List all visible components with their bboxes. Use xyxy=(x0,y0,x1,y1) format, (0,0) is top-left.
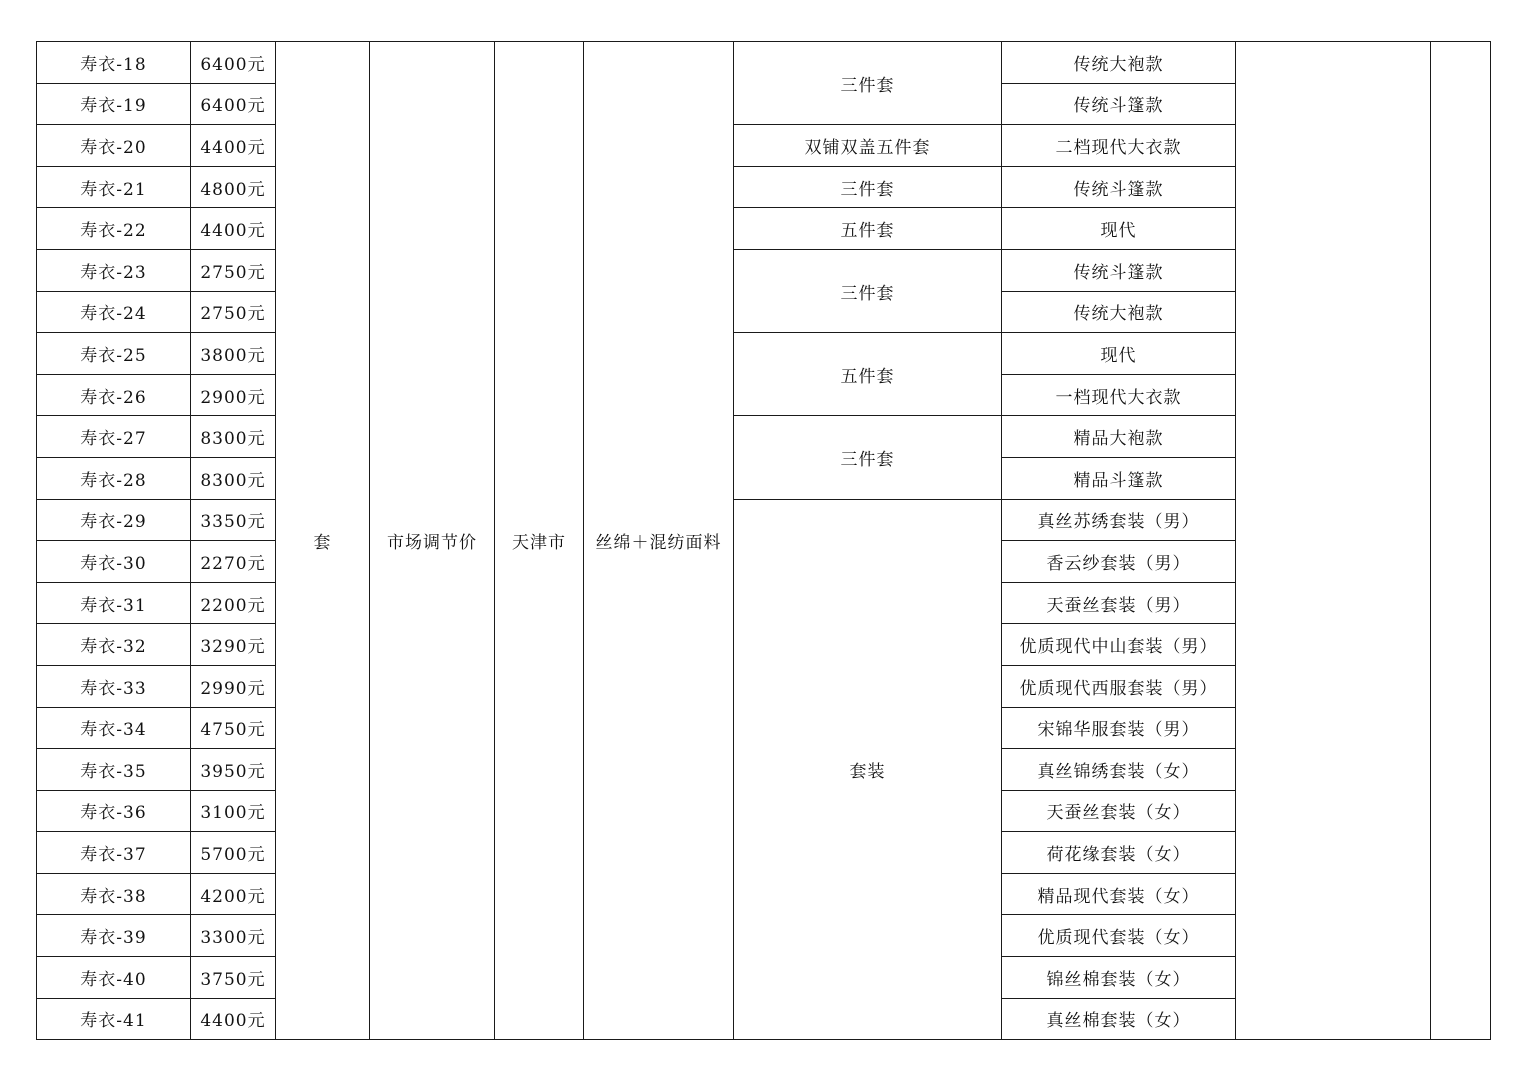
item-style: 香云纱套装（男） xyxy=(1002,541,1236,583)
item-style: 现代 xyxy=(1002,333,1236,375)
item-style: 传统大袍款 xyxy=(1002,291,1236,333)
item-style: 精品斗篷款 xyxy=(1002,457,1236,499)
item-style: 真丝棉套装（女） xyxy=(1002,998,1236,1040)
item-name: 寿衣-32 xyxy=(37,624,191,666)
item-style: 精品现代套装（女） xyxy=(1002,873,1236,915)
item-price: 8300元 xyxy=(191,416,276,458)
price-table xyxy=(36,41,1491,1040)
item-style: 真丝苏绣套装（男） xyxy=(1002,499,1236,541)
item-price: 3800元 xyxy=(191,333,276,375)
item-style: 优质现代中山套装（男） xyxy=(1002,624,1236,666)
item-name: 寿衣-27 xyxy=(37,416,191,458)
item-name: 寿衣-21 xyxy=(37,166,191,208)
item-price: 6400元 xyxy=(191,42,276,84)
item-price: 2990元 xyxy=(191,665,276,707)
item-style: 精品大袍款 xyxy=(1002,416,1236,458)
item-style: 宋锦华服套装（男） xyxy=(1002,707,1236,749)
material-cell: 丝绵＋混纺面料 xyxy=(584,42,734,1040)
item-price: 3950元 xyxy=(191,749,276,791)
item-price: 4400元 xyxy=(191,125,276,167)
item-price: 4400元 xyxy=(191,208,276,250)
item-price: 4400元 xyxy=(191,998,276,1040)
item-name: 寿衣-33 xyxy=(37,665,191,707)
item-price: 4200元 xyxy=(191,873,276,915)
item-name: 寿衣-20 xyxy=(37,125,191,167)
set-type-cell: 三件套 xyxy=(734,249,1002,332)
set-type-cell: 三件套 xyxy=(734,166,1002,208)
item-price: 2270元 xyxy=(191,541,276,583)
item-name: 寿衣-23 xyxy=(37,249,191,291)
item-name: 寿衣-18 xyxy=(37,42,191,84)
item-price: 2900元 xyxy=(191,374,276,416)
unit-cell: 套 xyxy=(276,42,370,1040)
item-price: 3750元 xyxy=(191,957,276,999)
item-price: 3350元 xyxy=(191,499,276,541)
item-style: 真丝锦绣套装（女） xyxy=(1002,749,1236,791)
set-type-cell: 五件套 xyxy=(734,333,1002,416)
set-type-cell: 三件套 xyxy=(734,416,1002,499)
item-price: 3290元 xyxy=(191,624,276,666)
item-style: 天蚕丝套装（女） xyxy=(1002,790,1236,832)
item-style: 一档现代大衣款 xyxy=(1002,374,1236,416)
item-style: 现代 xyxy=(1002,208,1236,250)
item-style: 传统大袍款 xyxy=(1002,42,1236,84)
item-name: 寿衣-34 xyxy=(37,707,191,749)
item-name: 寿衣-22 xyxy=(37,208,191,250)
set-type-cell: 三件套 xyxy=(734,42,1002,125)
item-name: 寿衣-38 xyxy=(37,873,191,915)
item-price: 3300元 xyxy=(191,915,276,957)
item-price: 4750元 xyxy=(191,707,276,749)
item-price: 4800元 xyxy=(191,166,276,208)
item-price: 8300元 xyxy=(191,457,276,499)
item-style: 传统斗篷款 xyxy=(1002,83,1236,125)
item-style: 天蚕丝套装（男） xyxy=(1002,582,1236,624)
item-name: 寿衣-41 xyxy=(37,998,191,1040)
item-style: 荷花缘套装（女） xyxy=(1002,832,1236,874)
item-style: 优质现代西服套装（男） xyxy=(1002,665,1236,707)
item-name: 寿衣-26 xyxy=(37,374,191,416)
item-name: 寿衣-30 xyxy=(37,541,191,583)
item-price: 3100元 xyxy=(191,790,276,832)
item-name: 寿衣-35 xyxy=(37,749,191,791)
set-type-cell: 套装 xyxy=(734,499,1002,1040)
item-name: 寿衣-31 xyxy=(37,582,191,624)
item-name: 寿衣-36 xyxy=(37,790,191,832)
item-style: 传统斗篷款 xyxy=(1002,166,1236,208)
item-price: 5700元 xyxy=(191,832,276,874)
item-price: 2750元 xyxy=(191,291,276,333)
item-name: 寿衣-29 xyxy=(37,499,191,541)
item-name: 寿衣-40 xyxy=(37,957,191,999)
item-name: 寿衣-19 xyxy=(37,83,191,125)
set-type-cell: 五件套 xyxy=(734,208,1002,250)
item-style: 优质现代套装（女） xyxy=(1002,915,1236,957)
price-type-cell: 市场调节价 xyxy=(370,42,495,1040)
item-name: 寿衣-28 xyxy=(37,457,191,499)
item-price: 6400元 xyxy=(191,83,276,125)
item-name: 寿衣-39 xyxy=(37,915,191,957)
item-price: 2200元 xyxy=(191,582,276,624)
item-style: 二档现代大衣款 xyxy=(1002,125,1236,167)
item-style: 锦丝棉套装（女） xyxy=(1002,957,1236,999)
item-style: 传统斗篷款 xyxy=(1002,249,1236,291)
region-cell: 天津市 xyxy=(495,42,584,1040)
item-name: 寿衣-37 xyxy=(37,832,191,874)
item-name: 寿衣-24 xyxy=(37,291,191,333)
table-row xyxy=(37,42,1491,84)
item-name: 寿衣-25 xyxy=(37,333,191,375)
set-type-cell: 双铺双盖五件套 xyxy=(734,125,1002,167)
empty-column-cell xyxy=(1236,42,1431,1040)
empty-column-cell xyxy=(1431,42,1491,1040)
item-price: 2750元 xyxy=(191,249,276,291)
